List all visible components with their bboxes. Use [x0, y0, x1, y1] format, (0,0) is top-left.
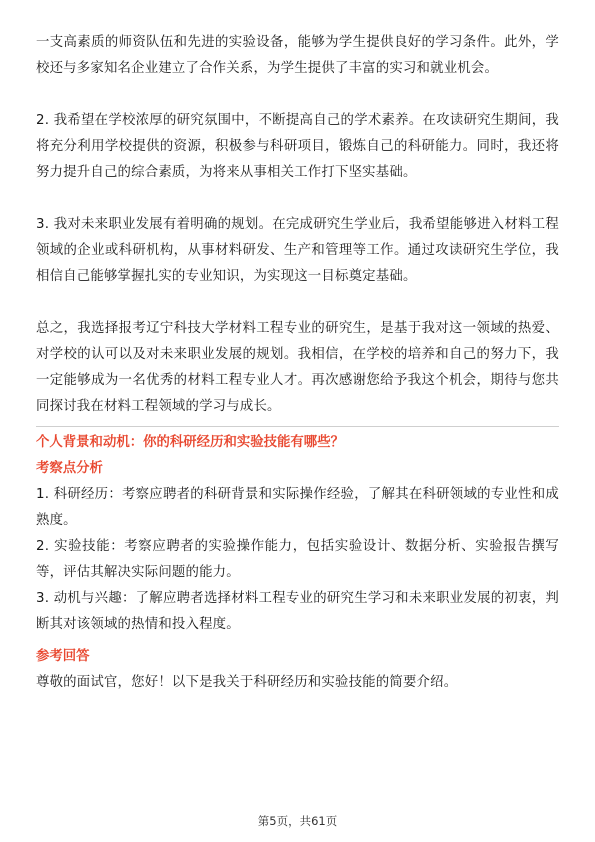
paragraph-point-3: 3. 我对未来职业发展有着明确的规划。在完成研究生学业后，我希望能够进入材料工程领域的企业或科研机构，从事材料研发、生产和管理等工作。通过攻读研究生学位，我相信自己能够掌握扎实的专业知识，为实现这一目标奠定基础。	[36, 217, 559, 284]
page-footer: 第5页，共61页	[257, 814, 338, 828]
paragraph-conclusion: 总之，我选择报考辽宁科技大学材料工程专业的研究生，是基于我对这一领域的热爱、对学校的认可以及对未来职业发展的规划。我相信，在学校的培养和自己的努力下，我一定能够成为一名优秀的材料工程专业人才。再次感谢您给予我这个机会，期待与您共同探讨我在材料工程领域的学习与成长。	[36, 321, 559, 414]
answer-heading: 参考回答	[36, 649, 90, 664]
answer-text: 尊敬的面试官，您好！以下是我关于科研经历和实验技能的简要介绍。	[36, 675, 458, 690]
analysis-heading: 考察点分析	[36, 461, 103, 476]
page-content	[36, 30, 559, 696]
paragraph-continuation: 一支高素质的师资队伍和先进的实验设备，能够为学生提供良好的学习条件。此外，学校还与多家知名企业建立了合作关系，为学生提供了丰富的实习和就业机会。	[36, 35, 559, 76]
analysis-item-3: 3. 动机与兴趣：了解应聘者选择材料工程专业的研究生学习和未来职业发展的初衷，判断其对该领域的热情和投入程度。	[36, 591, 559, 632]
paragraph-gap	[36, 186, 559, 212]
section-divider	[36, 426, 559, 427]
paragraph-point-2: 2. 我希望在学校浓厚的研究氛围中，不断提高自己的学术素养。在攻读研究生期间，我将充分利用学校提供的资源，积极参与科研项目，锻炼自己的科研能力。同时，我还将努力提升自己的综合素质，为将来从事相关工作打下坚实基础。	[36, 113, 559, 180]
paragraph-gap	[36, 290, 559, 316]
analysis-item-1: 1. 科研经历：考察应聘者的科研背景和实际操作经验，了解其在科研领域的专业性和成熟度。	[36, 487, 559, 528]
paragraph-gap	[36, 82, 559, 108]
question-title: 个人背景和动机：你的科研经历和实验技能有哪些？	[36, 435, 344, 450]
analysis-item-2: 2. 实验技能：考察应聘者的实验操作能力，包括实验设计、数据分析、实验报告撰写等，评估其解决实际问题的能力。	[36, 539, 559, 580]
